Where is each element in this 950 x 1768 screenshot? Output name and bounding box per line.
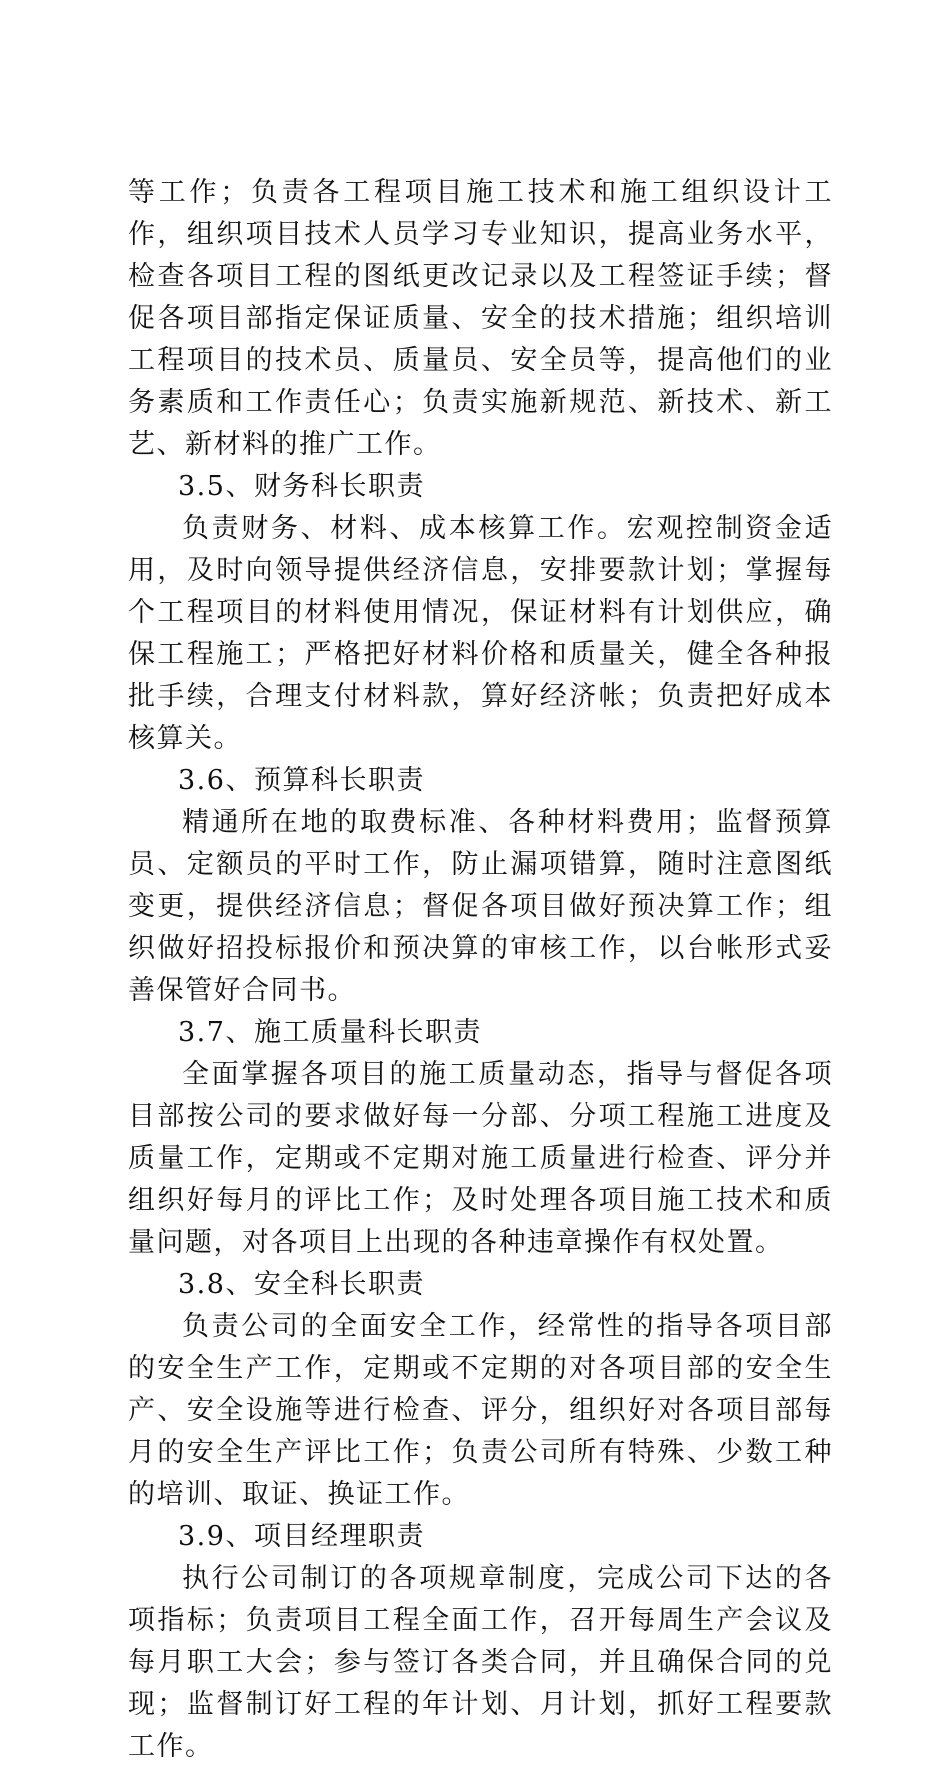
- section-heading-project-manager: 3.9、项目经理职责: [178, 1521, 425, 1552]
- document-body: [128, 172, 833, 1768]
- section-heading-safety-chief: 3.8、安全科长职责: [178, 1269, 425, 1300]
- paragraph-project-manager: 执行公司制订的各项规章制度，完成公司下达的各项指标；负责项目工程全面工作，召开每周生产会议及每月职工大会；参与签订各类合同，并且确保合同的兑现；监督制订好工程的年计划、月计划，抓好工程要款工作。: [128, 1563, 833, 1762]
- paragraph-finance-chief: 负责财务、材料、成本核算工作。宏观控制资金适用，及时向领导提供经济信息，安排要款计划；掌握每个工程项目的材料使用情况，保证材料有计划供应，确保工程施工；严格把好材料价格和质量关，健全各种报批手续，合理支付材料款，算好经济帐；负责把好成本核算关。: [128, 513, 833, 754]
- section-heading-finance-chief: 3.5、财务科长职责: [178, 471, 425, 502]
- paragraph-budget-chief: 精通所在地的取费标准、各种材料费用；监督预算员、定额员的平时工作，防止漏项错算，随时注意图纸变更，提供经济信息；督促各项目做好预决算工作；组织做好招投标报价和预决算的审核工作，以台帐形式妥善保管好合同书。: [128, 807, 833, 1006]
- paragraph-technical-duties-continued: 等工作；负责各工程项目施工技术和施工组织设计工作，组织项目技术人员学习专业知识，提高业务水平，检查各项目工程的图纸更改记录以及工程签证手续；督促各项目部指定保证质量、安全的技术措施；组织培训工程项目的技术员、质量员、安全员等，提高他们的业务素质和工作责任心；负责实施新规范、新技术、新工艺、新材料的推广工作。: [128, 177, 833, 460]
- section-heading-budget-chief: 3.6、预算科长职责: [178, 765, 425, 796]
- paragraph-safety-chief: 负责公司的全面安全工作，经常性的指导各项目部的安全生产工作，定期或不定期的对各项目部的安全生产、安全设施等进行检查、评分，组织好对各项目部每月的安全生产评比工作；负责公司所有特殊、少数工种的培训、取证、换证工作。: [128, 1311, 833, 1510]
- paragraph-quality-chief: 全面掌握各项目的施工质量动态，指导与督促各项目部按公司的要求做好每一分部、分项工程施工进度及质量工作，定期或不定期对施工质量进行检查、评分并组织好每月的评比工作；及时处理各项目施工技术和质量问题，对各项目上出现的各种违章操作有权处置。: [128, 1059, 833, 1258]
- section-heading-quality-chief: 3.7、施工质量科长职责: [178, 1017, 482, 1048]
